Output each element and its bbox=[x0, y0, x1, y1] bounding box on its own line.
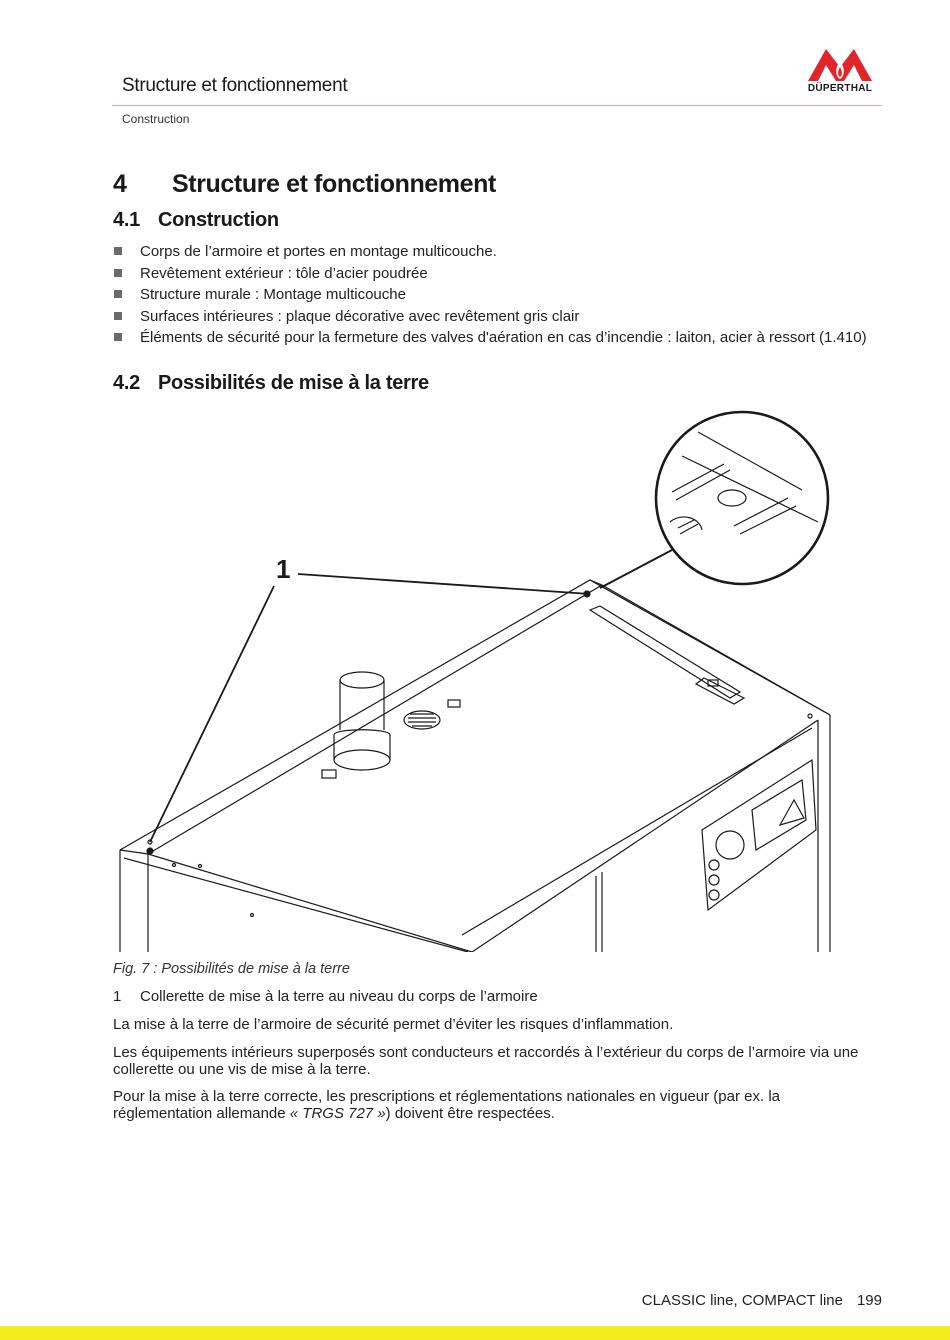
list-item bbox=[113, 263, 893, 285]
list-item-text: Surfaces intérieures : plaque décorative avec revêtement gris clair bbox=[140, 307, 580, 325]
paragraph-text: Pour la mise à la terre correcte, les prescriptions et réglementations nationales en vigueur (par ex. la réglementation allemande bbox=[113, 1088, 780, 1122]
list-item-text: Corps de l’armoire et portes en montage multicouche. bbox=[140, 243, 497, 260]
logo-wordmark: DÜPERTHAL bbox=[807, 83, 873, 94]
list-item-text: Éléments de sécurité pour la fermeture des valves d'aération en cas d’incendie : laiton, acier à ressort (1.410) bbox=[140, 329, 867, 346]
page-footer bbox=[642, 1292, 882, 1309]
duperthal-logo bbox=[804, 45, 876, 97]
list-item-text: Structure murale : Montage multicouche bbox=[140, 286, 406, 303]
square-bullet-icon bbox=[114, 333, 122, 341]
section-number: 4 bbox=[113, 170, 127, 198]
figure-callout-number: 1 bbox=[276, 554, 291, 584]
cabinet-grounding-illustration bbox=[112, 410, 838, 952]
paragraph-regulations bbox=[113, 1088, 877, 1122]
construction-bullet-list bbox=[113, 241, 893, 349]
list-item bbox=[113, 327, 893, 349]
paragraph-grounding-purpose: La mise à la terre de l’armoire de sécurité permet d’éviter les risques d’inflammation. bbox=[113, 1016, 674, 1033]
running-header-title: Structure et fonctionnement bbox=[122, 75, 348, 96]
header-divider bbox=[112, 105, 882, 106]
figure-legend bbox=[113, 988, 538, 1005]
subsection-title: Construction bbox=[158, 209, 279, 231]
running-header-subtitle: Construction bbox=[122, 112, 190, 126]
list-item-text: Revêtement extérieur : tôle d’acier poudrée bbox=[140, 264, 428, 282]
footer-accent-bar bbox=[0, 1326, 950, 1340]
subsection-title: Possibilités de mise à la terre bbox=[158, 372, 429, 394]
paragraph-internal-equipment: Les équipements intérieurs superposés sont conducteurs et raccordés à l’extérieur du corps de l’armoire via une collerette ou une vis de mise à la terre. bbox=[113, 1044, 859, 1078]
square-bullet-icon bbox=[114, 247, 122, 255]
cabinet-drawing bbox=[112, 410, 838, 952]
legend-text: Collerette de mise à la terre au niveau du corps de l’armoire bbox=[140, 988, 538, 1005]
section-heading bbox=[113, 170, 496, 199]
square-bullet-icon bbox=[114, 269, 122, 277]
list-item bbox=[113, 284, 893, 306]
list-item bbox=[113, 241, 893, 263]
regulation-reference: « TRGS 727 » bbox=[289, 1105, 386, 1122]
subsection-number: 4.2 bbox=[113, 372, 140, 394]
square-bullet-icon bbox=[114, 290, 122, 298]
square-bullet-icon bbox=[114, 312, 122, 320]
subsection-number: 4.1 bbox=[113, 209, 140, 231]
paragraph-text: ) doivent être respectées. bbox=[385, 1105, 555, 1122]
flame-logo-icon bbox=[804, 45, 876, 83]
subsection-heading-construction bbox=[113, 209, 279, 232]
legend-number: 1 bbox=[113, 988, 122, 1005]
figure-caption: Fig. 7 : Possibilités de mise à la terre bbox=[113, 961, 350, 977]
section-title: Structure et fonctionnement bbox=[172, 170, 496, 198]
footer-product-line: CLASSIC line, COMPACT line bbox=[641, 1292, 843, 1309]
subsection-heading-grounding bbox=[113, 372, 429, 395]
list-item bbox=[113, 306, 893, 328]
page-number: 199 bbox=[856, 1292, 882, 1309]
